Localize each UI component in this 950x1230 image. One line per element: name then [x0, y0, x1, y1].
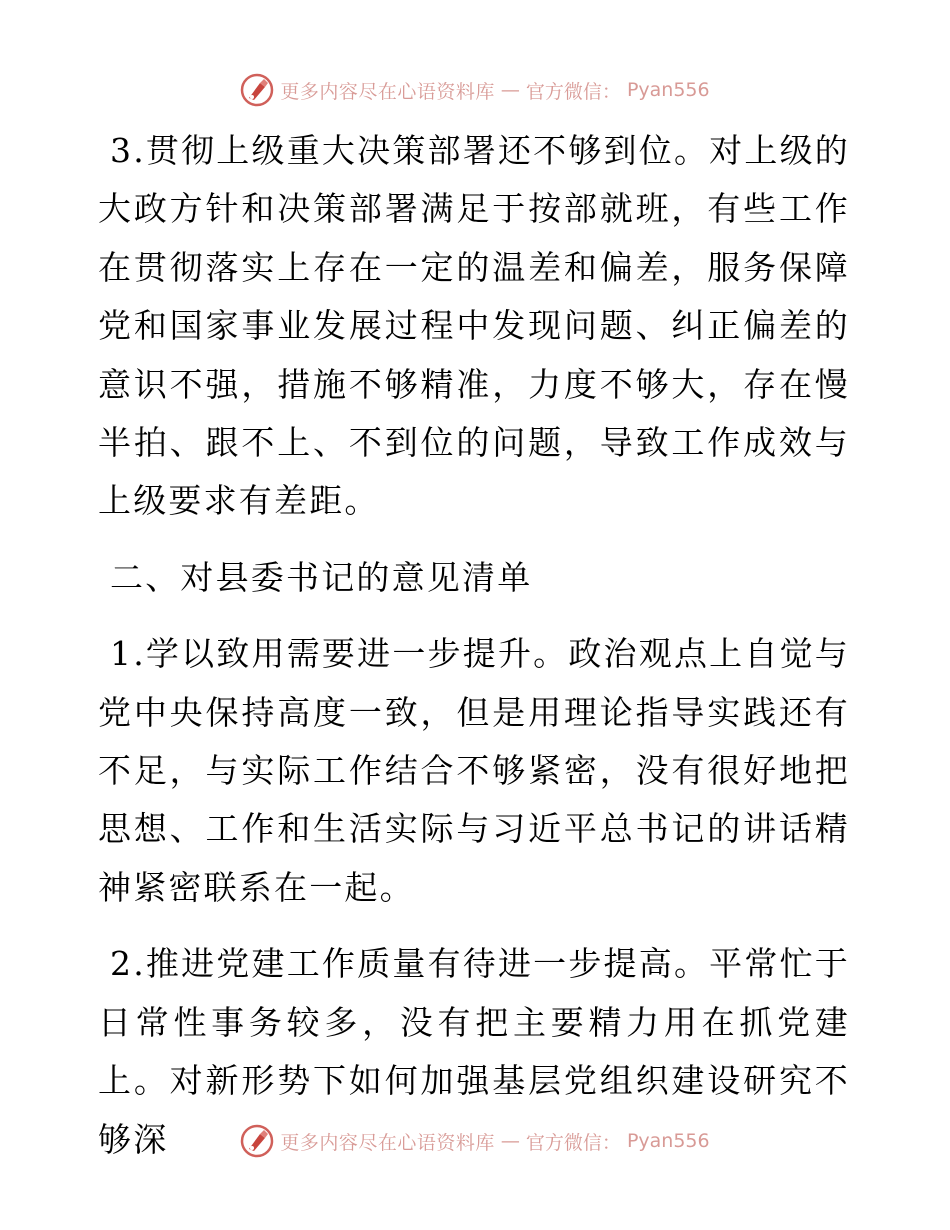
header-watermark: [0, 70, 950, 110]
paragraph-1: 3.贯彻上级重大决策部署还不够到位。对上级的大政方针和决策部署满足于按部就班，有些工作在贯彻落实上存在一定的温差和偏差，服务保障党和国家事业发展过程中发现问题、纠正偏差的意识不强，措施不够精准，力度不够大，存在慢半拍、跟不上、不到位的问题，导致工作成效与上级要求有差距。: [98, 131, 850, 521]
watermark-separator: —: [500, 1130, 520, 1152]
pen-nib-logo-icon: [240, 73, 274, 107]
paragraph-3: 2.推进党建工作质量有待进一步提高。平常忙于日常性事务较多，没有把主要精力用在抓党建上。对新形势下如何加强基层党组织建设研究不够深: [98, 944, 850, 1159]
watermark-text: 更多内容尽在心语资料库: [280, 80, 495, 103]
watermark-separator: —: [500, 79, 520, 101]
pen-nib-logo-icon: [240, 1124, 274, 1158]
footer-watermark: [0, 1121, 950, 1161]
watermark-label: 官方微信：: [525, 80, 621, 103]
paragraph-2: 1.学以致用需要进一步提升。政治观点上自觉与党中央保持高度一致，但是用理论指导实践还有不足，与实际工作结合不够紧密，没有很好地把思想、工作和生活实际与习近平总书记的讲话精神紧密联系在一起。: [98, 634, 850, 907]
watermark-account: Pyan556: [626, 79, 710, 101]
watermark-label: 官方微信：: [525, 1131, 621, 1154]
document-body: [98, 122, 850, 1169]
watermark-text: 更多内容尽在心语资料库: [280, 1131, 495, 1154]
section-heading: 二、对县委书记的意见清单: [110, 557, 533, 597]
watermark-account: Pyan556: [626, 1130, 710, 1152]
